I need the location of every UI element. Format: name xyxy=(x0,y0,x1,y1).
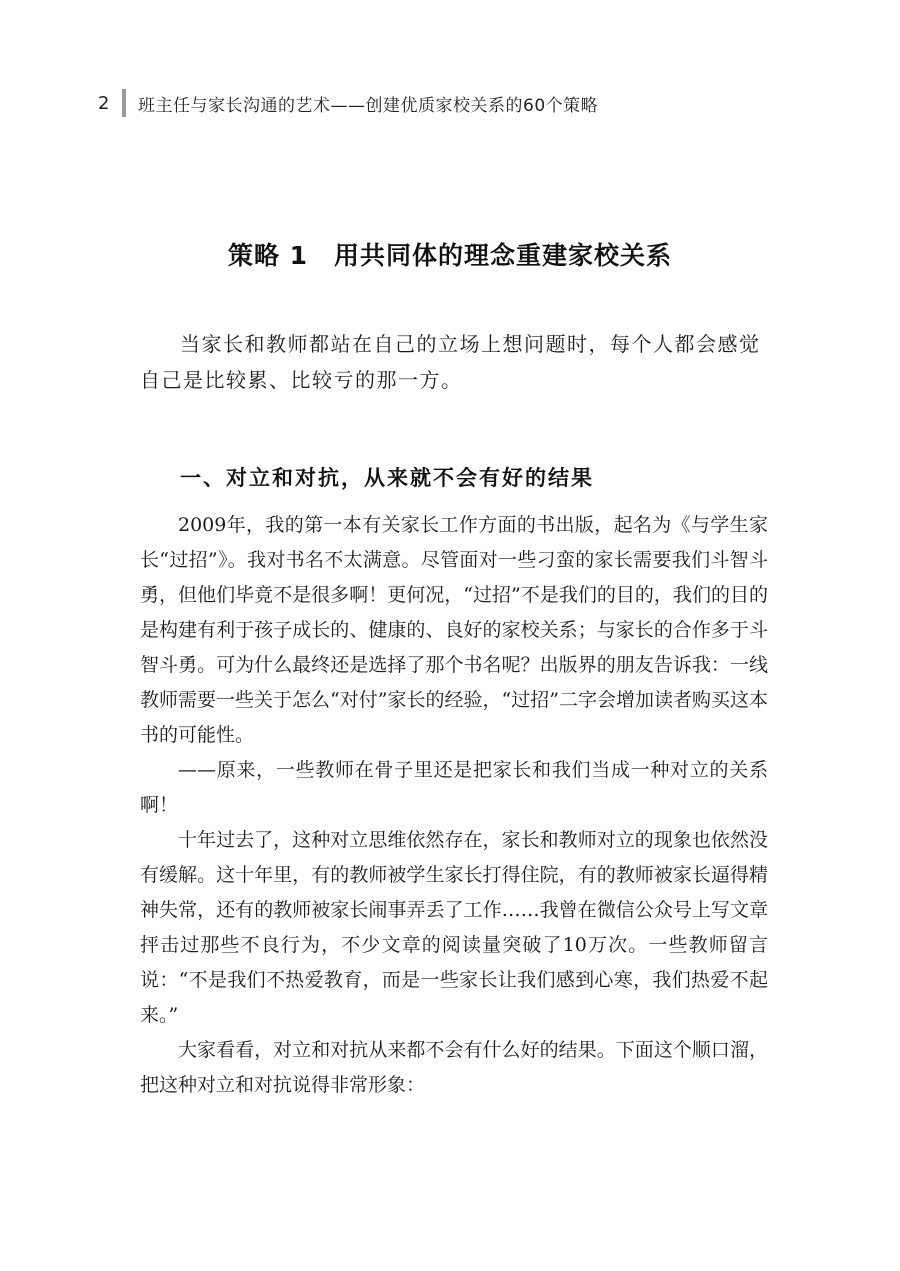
paragraph: 大家看看，对立和对抗从来都不会有什么好的结果。下面这个顺口溜，把这种对立和对抗说得非常形象： xyxy=(140,1039,768,1096)
strategy-heading xyxy=(0,236,900,272)
header-divider xyxy=(122,89,126,117)
strategy-label: 策略 1 xyxy=(227,241,309,270)
strategy-title: 用共同体的理念重建家校关系 xyxy=(334,241,673,270)
epigraph: 当家长和教师都站在自己的立场上想问题时，每个人都会感觉自己是比较累、比较亏的那一方。 xyxy=(140,332,761,392)
page-number: 2 xyxy=(98,92,110,114)
book-title: 班主任与家长沟通的艺术——创建优质家校关系的60个策略 xyxy=(138,95,599,116)
paragraph: 2009年，我的第一本有关家长工作方面的书出版，起名为《与学生家长“过招”》。我对书名不太满意。尽管面对一些刁蛮的家长需要我们斗智斗勇，但他们毕竟不是很多啊！更何况，“过招”不是我们的目的，我们的目的是构建有利于孩子成长的、健康的、良好的家校关系；与家长的合作多于斗智斗勇。可为什么最终还是选择了那个书名呢？出版界的朋友告诉我：一线教师需要一些关于怎么“对付”家长的经验，“过招”二字会增加读者购买这本书的可能性。 xyxy=(140,514,768,746)
body-text xyxy=(140,508,768,1103)
paragraph: 十年过去了，这种对立思维依然存在，家长和教师对立的现象也依然没有缓解。这十年里，有的教师被学生家长打得住院，有的教师被家长逼得精神失常，还有的教师被家长闹事弄丢了工作……我曾在微信公众号上写文章抨击过那些不良行为，不少文章的阅读量突破了10万次。一些教师留言说：“不是我们不热爱教育，而是一些家长让我们感到心寒，我们热爱不起来。” xyxy=(140,829,768,1026)
paragraph: ——原来，一些教师在骨子里还是把家长和我们当成一种对立的关系啊！ xyxy=(140,759,768,816)
running-header xyxy=(98,88,598,118)
subsection-heading: 一、对立和对抗，从来就不会有好的结果 xyxy=(180,466,594,490)
